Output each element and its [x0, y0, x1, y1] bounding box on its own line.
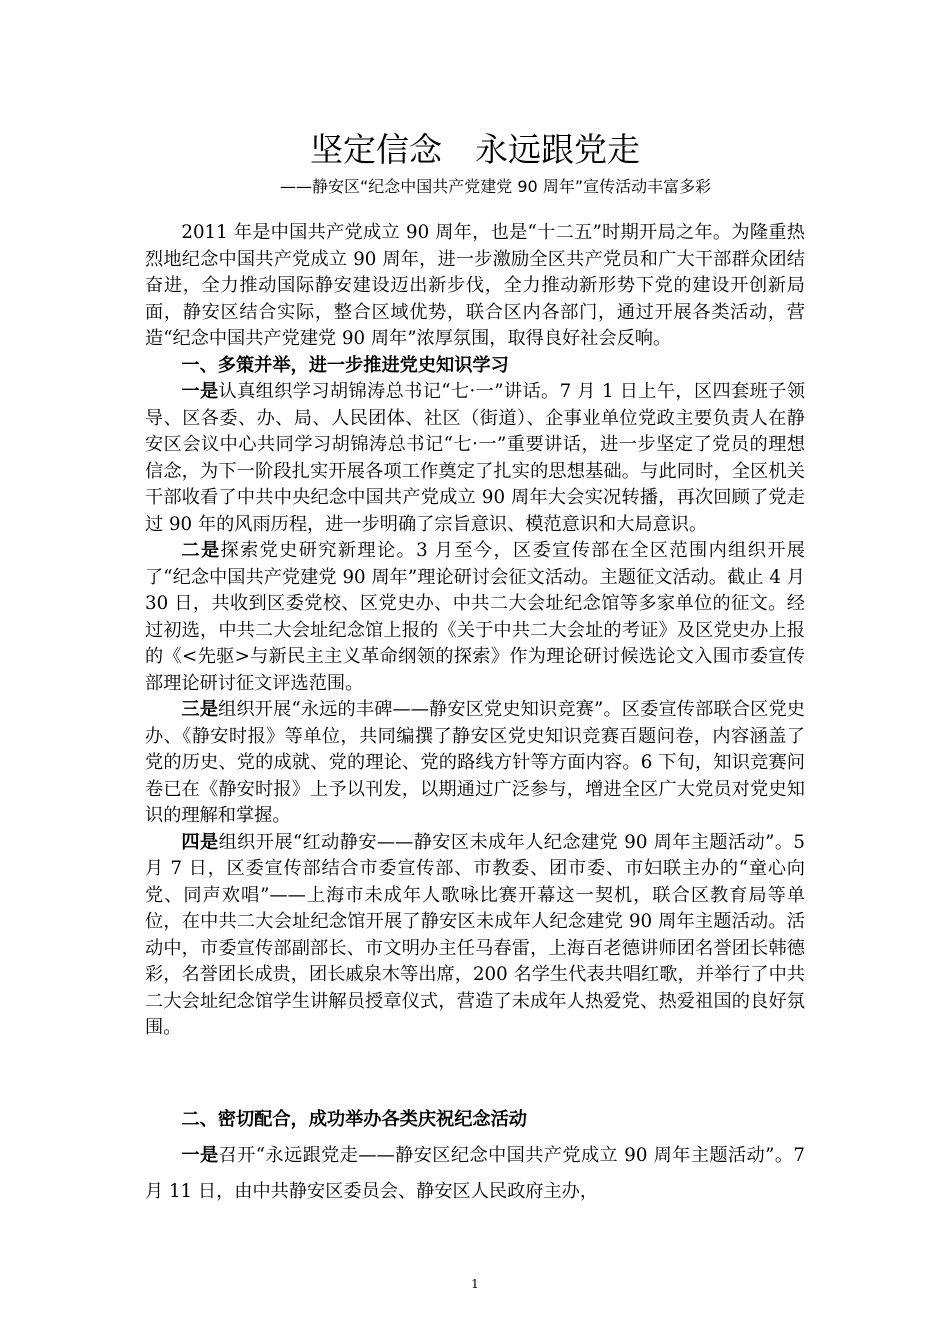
section-2-heading: 二、密切配合，成功举办各类庆祝纪念活动 — [181, 1109, 527, 1130]
intro-paragraph: 2011 年是中国共产党成立 90 周年，也是“十二五”时期开局之年。为隆重热烈地纪念中国共产党成立 90 周年，进一步激励全区共产党员和广大干部群众团结奋进，全力推动国际静安建设迈出新步伐，全力推动新形势下党的建设开创新局面，静安区结合实际，整合区域优势，联合区内各部门，通过开展各类活动，营造“纪念中国共产党建党 90 周年”浓厚氛围，取得良好社会反响。 — [145, 222, 805, 349]
item-text: 探索党史研究新理论。3 月至今，区委宣传部在全区范围内组织开展了“纪念中国共产党建党 90 周年”理论研讨会征文活动。主题征文活动。截止 4 月 30 日，共收到区委党校、区党史办、中共二大会址纪念馆等多家单位的征文。经过初选，中共二大会址纪念馆上报的《关于中共二大会址的考证》及区党史办上报的《<先驱>与新民主主义革命纲领的探索》作为理论研讨候选论文入围市委宣传部理论研讨征文评选范围。 — [145, 540, 805, 694]
document-body-continued — [145, 1102, 805, 1210]
item-lead: 二是 — [181, 540, 221, 561]
page-number: 1 — [471, 1277, 479, 1291]
item-text: 组织开展“红动静安——静安区未成年人纪念建党 90 周年主题活动”。5 月 7 日，区委宣传部结合市委宣传部、市教委、团市委、市妇联主办的“童心向党、同声欢唱”——上海市未成年人歌咏比赛开幕这一契机，联合区教育局等单位，在中共二大会址纪念馆开展了静安区未成年人纪念建党 90 周年主题活动。活动中，市委宣传部副部长、市文明办主任马春雷，上海百老德讲师团名誉团长韩德彩，名誉团长成贵，团长戚泉木等出席，200 名学生代表共唱红歌，并举行了中共二大会址纪念馆学生讲解员授章仪式，营造了未成年人热爱党、热爱祖国的良好氛围。 — [145, 831, 805, 1038]
item-lead: 一是 — [181, 381, 219, 402]
section-1-item-1 — [145, 379, 805, 538]
section-1-item-4 — [145, 830, 805, 1042]
section-1-heading: 一、多策并举，进一步推进党史知识学习 — [181, 354, 509, 376]
document-subtitle: ——静安区“纪念中国共产党建党 90 周年”宣传活动丰富多彩 — [280, 177, 712, 196]
section-1-item-3 — [145, 697, 805, 830]
item-lead: 四是 — [181, 831, 219, 853]
document-title: 坚定信念 永远跟党走 — [310, 130, 640, 169]
item-text: 组织开展“永远的丰碑——静安区党史知识竞赛”。区委宣传部联合区党史办、《静安时报》等单位，共同编撰了静安区党史知识竞赛百题问卷，内容涵盖了党的历史、党的成就、党的理论、党的路线方针等方面内容。6 下旬，知识竞赛问卷已在《静安时报》上予以刊发，以期通过广泛参与，增进全区广大党员对党史知识的理解和掌握。 — [145, 699, 805, 826]
document-body — [145, 220, 805, 1042]
item-text: 召开“永远跟党走——静安区纪念中国共产党成立 90 周年主题活动”。7 月 11 日，由中共静安区委员会、静安区人民政府主办， — [145, 1145, 805, 1202]
section-1-item-2 — [145, 538, 805, 697]
item-text: 认真组织学习胡锦涛总书记“七·一”讲话。7 月 1 日上午，区四套班子领导、区各委、办、局、人民团体、社区（街道）、企事业单位党政主要负责人在静安区会议中心共同学习胡锦涛总书记“七·一”重要讲话，进一步坚定了党员的理想信念，为下一阶段扎实开展各项工作奠定了扎实的思想基础。与此同时，全区机关干部收看了中共中央纪念中国共产党成立 90 周年大会实况转播，再次回顾了党走过 90 年的风雨历程，进一步明确了宗旨意识、模范意识和大局意识。 — [145, 381, 805, 535]
item-lead: 三是 — [181, 699, 219, 720]
item-lead: 一是 — [181, 1145, 219, 1166]
section-2-item-1 — [145, 1138, 805, 1210]
